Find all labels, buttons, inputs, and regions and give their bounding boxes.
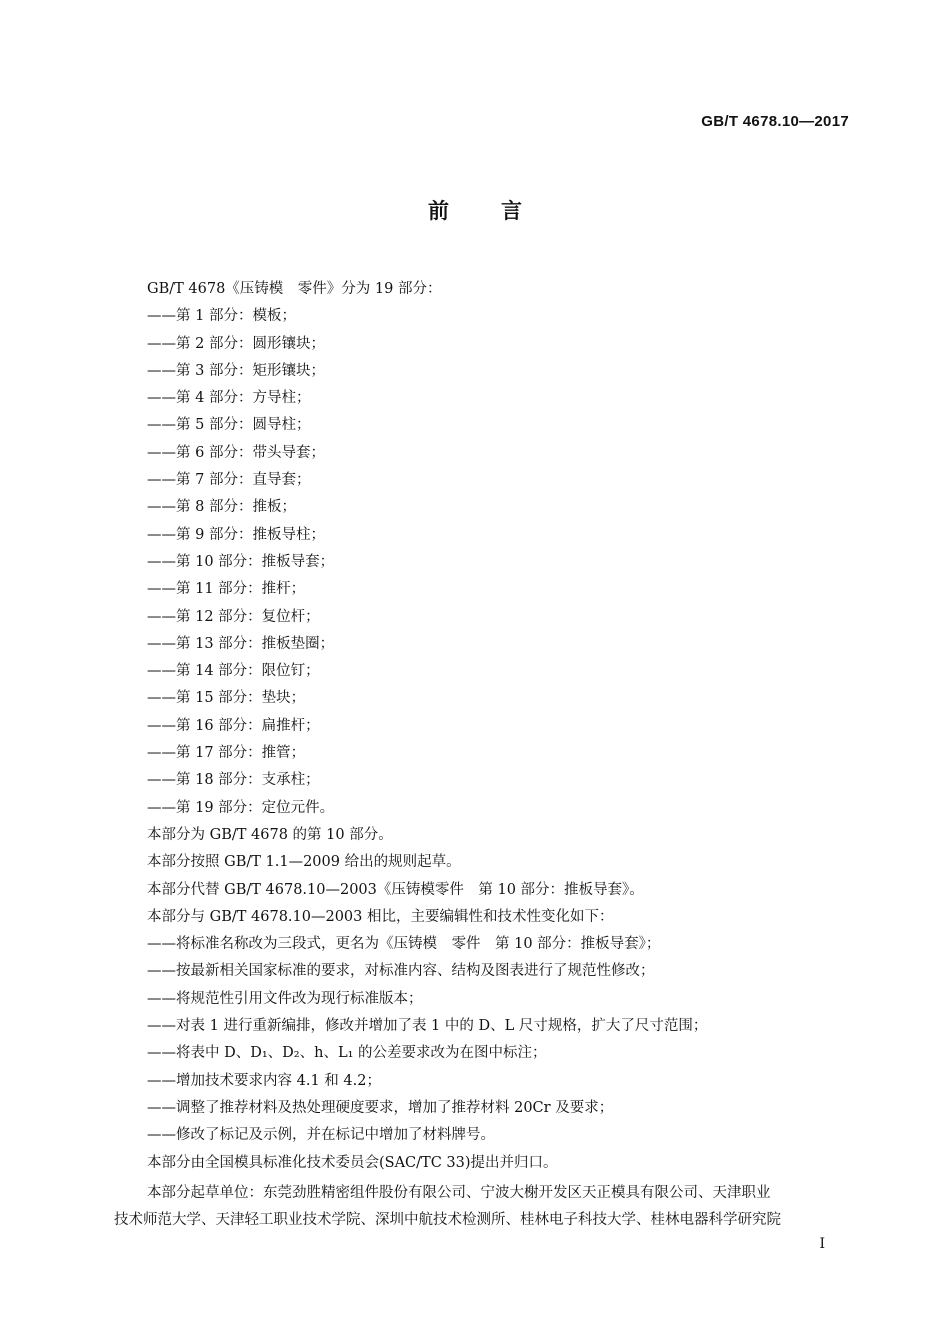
drafting-units-paragraph <box>114 1180 859 1235</box>
foreword-line: ——第 4 部分：方导柱； <box>147 390 311 407</box>
foreword-line: ——第 12 部分：复位杆； <box>147 608 320 625</box>
page-number: I <box>819 1236 825 1252</box>
foreword-line: 本部分与 GB/T 4678.10—2003 相比，主要编辑性和技术性变化如下： <box>147 908 614 925</box>
foreword-line: ——将规范性引用文件改为现行标准版本； <box>147 990 423 1007</box>
foreword-line: ——修改了标记及示例，并在标记中增加了材料牌号。 <box>147 1127 495 1144</box>
foreword-line: 本部分由全国模具标准化技术委员会(SAC/TC 33)提出并归口。 <box>147 1154 558 1171</box>
foreword-line: 本部分为 GB/T 4678 的第 10 部分。 <box>147 826 393 843</box>
foreword-body <box>147 276 867 1177</box>
drafting-units-line: 技术师范大学、天津轻工职业技术学院、深圳中航技术检测所、桂林电子科技大学、桂林电器科学研究院 <box>114 1212 781 1229</box>
foreword-line: ——第 13 部分：推板垫圈； <box>147 635 335 652</box>
foreword-line: ——增加技术要求内容 4.1 和 4.2； <box>147 1072 381 1089</box>
foreword-line: ——第 17 部分：推管； <box>147 745 306 762</box>
foreword-line: ——第 6 部分：带头导套； <box>147 444 325 461</box>
foreword-line: ——按最新相关国家标准的要求，对标准内容、结构及图表进行了规范性修改； <box>147 963 655 980</box>
foreword-line: ——第 9 部分：推板导柱； <box>147 526 325 543</box>
foreword-line: ——第 16 部分：扁推杆； <box>147 717 320 734</box>
foreword-line: ——调整了推荐材料及热处理硬度要求，增加了推荐材料 20Cr 及要求； <box>147 1099 614 1116</box>
foreword-line: ——第 15 部分：垫块； <box>147 690 306 707</box>
foreword-line: ——第 3 部分：矩形镶块； <box>147 362 325 379</box>
page-title: 前言 <box>428 199 574 223</box>
foreword-line: ——第 8 部分：推板； <box>147 499 296 516</box>
foreword-line: 本部分按照 GB/T 1.1—2009 给出的规则起草。 <box>147 854 461 871</box>
foreword-line: ——对表 1 进行重新编排，修改并增加了表 1 中的 D、L 尺寸规格，扩大了尺寸范围； <box>147 1018 708 1035</box>
foreword-line: ——第 1 部分：模板； <box>147 308 296 325</box>
standard-code: GB/T 4678.10—2017 <box>701 113 849 130</box>
drafting-units-line: 本部分起草单位：东莞劲胜精密组件股份有限公司、宁波大榭开发区天正模具有限公司、天津职业 <box>147 1185 771 1201</box>
foreword-line: ——第 10 部分：推板导套； <box>147 553 335 570</box>
foreword-line: 本部分代替 GB/T 4678.10—2003《压铸模零件 第 10 部分：推板导套》。 <box>147 881 644 898</box>
foreword-line: ——第 18 部分：支承柱； <box>147 772 320 789</box>
foreword-line: ——将标准名称改为三段式，更名为《压铸模 零件 第 10 部分：推板导套》； <box>147 936 661 953</box>
foreword-line: GB/T 4678《压铸模 零件》分为 19 部分： <box>147 281 442 297</box>
foreword-line: ——将表中 D、D₁、D₂、h、L₁ 的公差要求改为在图中标注； <box>147 1045 547 1062</box>
foreword-line: ——第 7 部分：直导套； <box>147 472 311 489</box>
foreword-line: ——第 5 部分：圆导柱； <box>147 417 311 434</box>
foreword-line: ——第 11 部分：推杆； <box>147 581 306 598</box>
foreword-line: ——第 14 部分：限位钉； <box>147 663 320 680</box>
foreword-line: ——第 2 部分：圆形镶块； <box>147 335 325 352</box>
foreword-line: ——第 19 部分：定位元件。 <box>147 799 335 816</box>
